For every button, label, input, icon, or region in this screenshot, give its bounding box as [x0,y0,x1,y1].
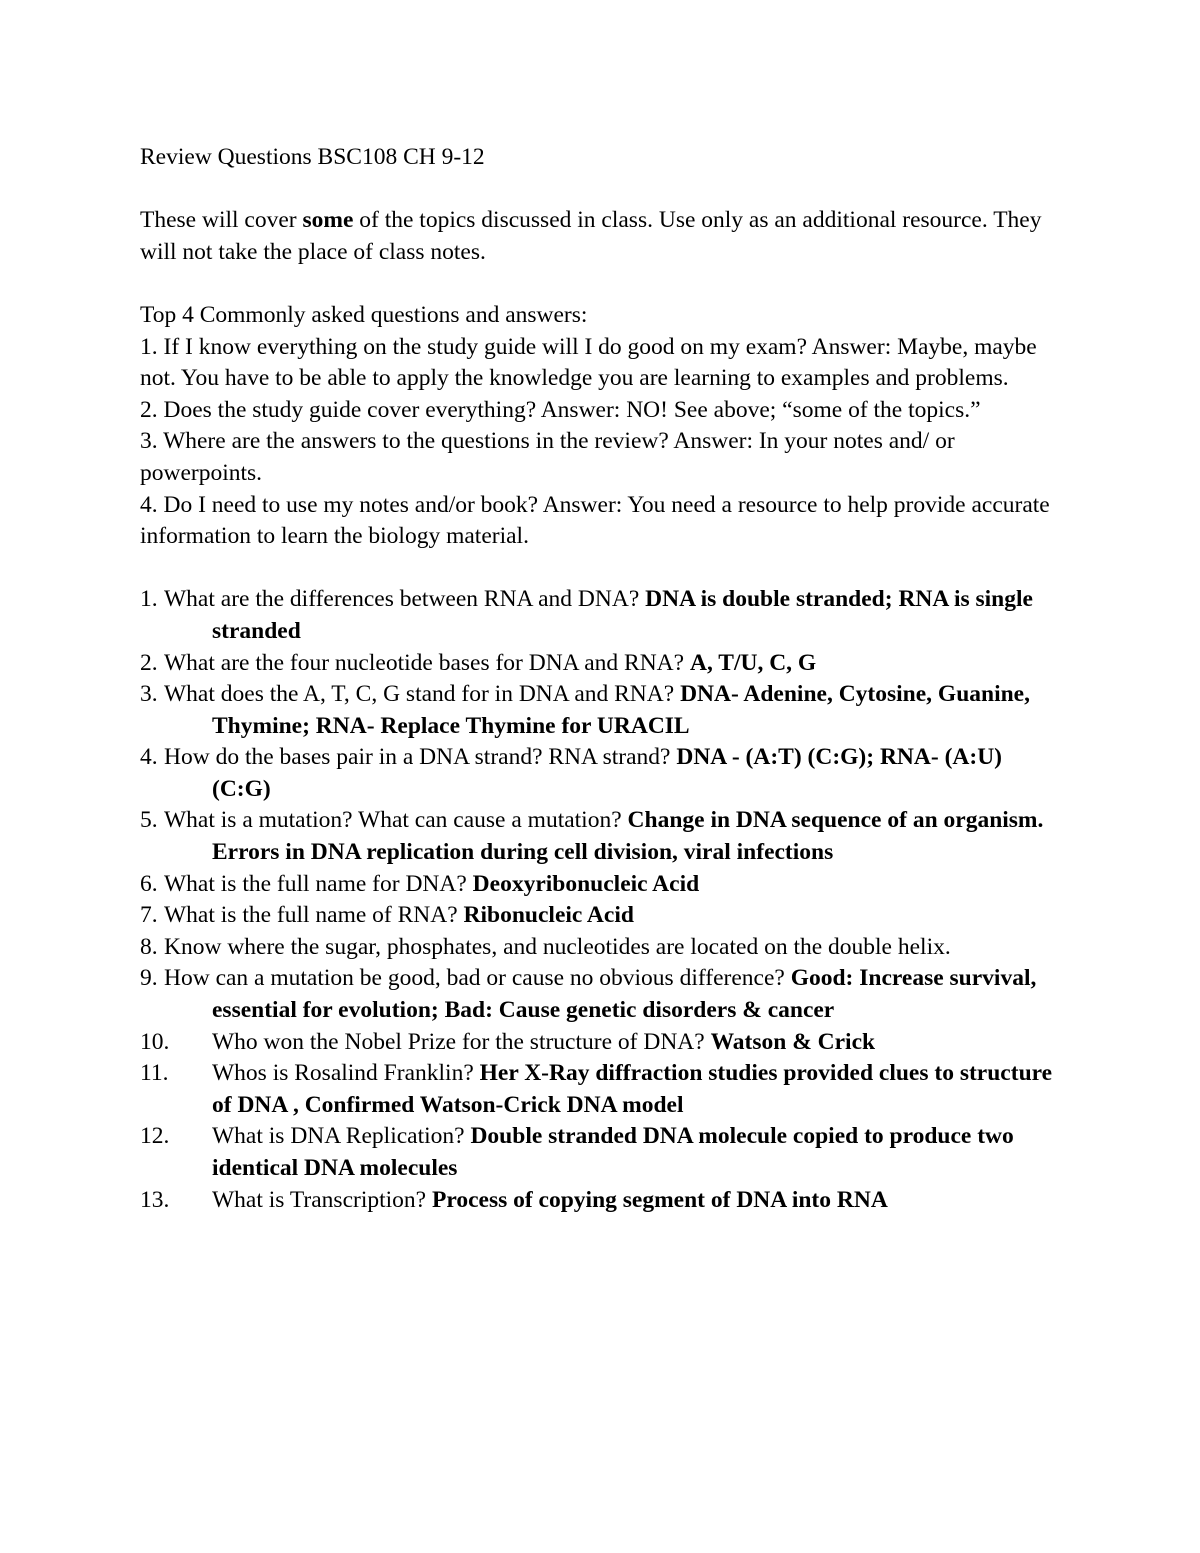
intro-pre: These will cover [140,207,303,234]
faq-item: 2. Does the study guide cover everything? Answer: NO! See above; “some of the topics.” [140,396,981,423]
question-text: What is a mutation? What can cause a mutation? [164,807,628,834]
question-item [140,932,1060,964]
question-text: What is Transcription? [212,1186,432,1213]
question-item [140,1058,1060,1121]
question-number: 7. [140,902,158,929]
document-title: Review Questions BSC108 CH 9-12 [140,144,485,170]
spacer [140,553,1060,585]
answer-text: Ribonucleic Acid [463,902,634,929]
question-text: How can a mutation be good, bad or cause no obvious difference? [164,965,791,992]
question-text: What are the differences between RNA and DNA? [164,586,646,613]
question-item [140,1185,1060,1217]
answer-text: Double stranded DNA molecule copied to produce two identical DNA molecules [212,1123,1014,1181]
question-item [140,1027,1060,1059]
faq-item: 3. Where are the answers to the questions in the review? Answer: In your notes and/ or powerpoints. [140,428,955,486]
question-text: What are the four nucleotide bases for DNA and RNA? [164,649,690,676]
question-item [140,900,1060,932]
spacer [140,268,1060,300]
intro-post: of the topics discussed in class. Use only as an additional resource. They will not take the place of class notes. [140,207,1042,265]
answer-text: Watson & Crick [710,1028,876,1055]
faq-item: 1. If I know everything on the study guide will I do good on my exam? Answer: Maybe, maybe not. You have to be able to apply the knowledge you are learning to examples and problems. [140,333,1037,392]
question-number: 10. [140,1028,170,1055]
question-item [140,1121,1060,1184]
question-text: What does the A, T, C, G stand for in DNA and RNA? [164,681,681,708]
question-number: 13. [140,1186,170,1213]
question-text: What is the full name for DNA? [164,870,473,897]
document-page [140,142,1060,1216]
question-text: Who won the Nobel Prize for the structure of DNA? [212,1028,711,1055]
question-number: 8. [140,933,158,960]
question-number: 1. [140,586,158,613]
question-number: 9. [140,965,158,992]
answer-text: DNA - (A:T) (C:G); RNA- (A:U) (C:G) [212,744,1002,802]
question-text: Know where the sugar, phosphates, and nucleotides are located on the double helix. [164,933,951,960]
question-item [140,805,1060,868]
intro-paragraph [140,205,1060,268]
question-text: Whos is Rosalind Franklin? [212,1060,480,1087]
question-item [140,584,1060,647]
question-text: What is DNA Replication? [212,1123,471,1150]
intro-bold: some [302,207,354,234]
faq-item: 4. Do I need to use my notes and/or book? Answer: You need a resource to help provide accurate information to learn the biology material. [140,491,1050,550]
question-number: 3. [140,681,158,708]
question-item [140,742,1060,805]
question-number: 12. [140,1123,170,1150]
question-number: 4. [140,744,158,771]
question-item [140,963,1060,1026]
answer-text: Process of copying segment of DNA into RNA [431,1186,888,1213]
question-item [140,679,1060,742]
spacer [140,174,1060,206]
answer-text: A, T/U, C, G [689,649,817,676]
faq-heading: Top 4 Commonly asked questions and answers: [140,301,588,328]
answer-text: Her X-Ray diffraction studies provided clues to structure of DNA , Confirmed Watson-Crick DNA model [212,1060,1053,1118]
question-item [140,648,1060,680]
question-number: 6. [140,870,158,897]
question-item [140,869,1060,901]
answer-text: DNA is double stranded; RNA is single stranded [212,586,1033,644]
answer-text: Change in DNA sequence of an organism. Errors in DNA replication during cell division, viral infections [212,807,1044,866]
faq-section [140,300,1060,553]
question-number: 5. [140,807,158,834]
question-number: 2. [140,649,158,676]
question-text: How do the bases pair in a DNA strand? RNA strand? [164,744,677,771]
question-text: What is the full name of RNA? [164,902,464,929]
answer-text: DNA- Adenine, Cytosine, Guanine, Thymine; RNA- Replace Thymine for URACIL [212,681,1030,739]
answer-text: Good: Increase survival, essential for evolution; Bad: Cause genetic disorders & cancer [212,965,1037,1024]
question-number: 11. [140,1060,169,1087]
question-list [140,584,1060,1216]
answer-text: Deoxyribonucleic Acid [472,870,700,897]
